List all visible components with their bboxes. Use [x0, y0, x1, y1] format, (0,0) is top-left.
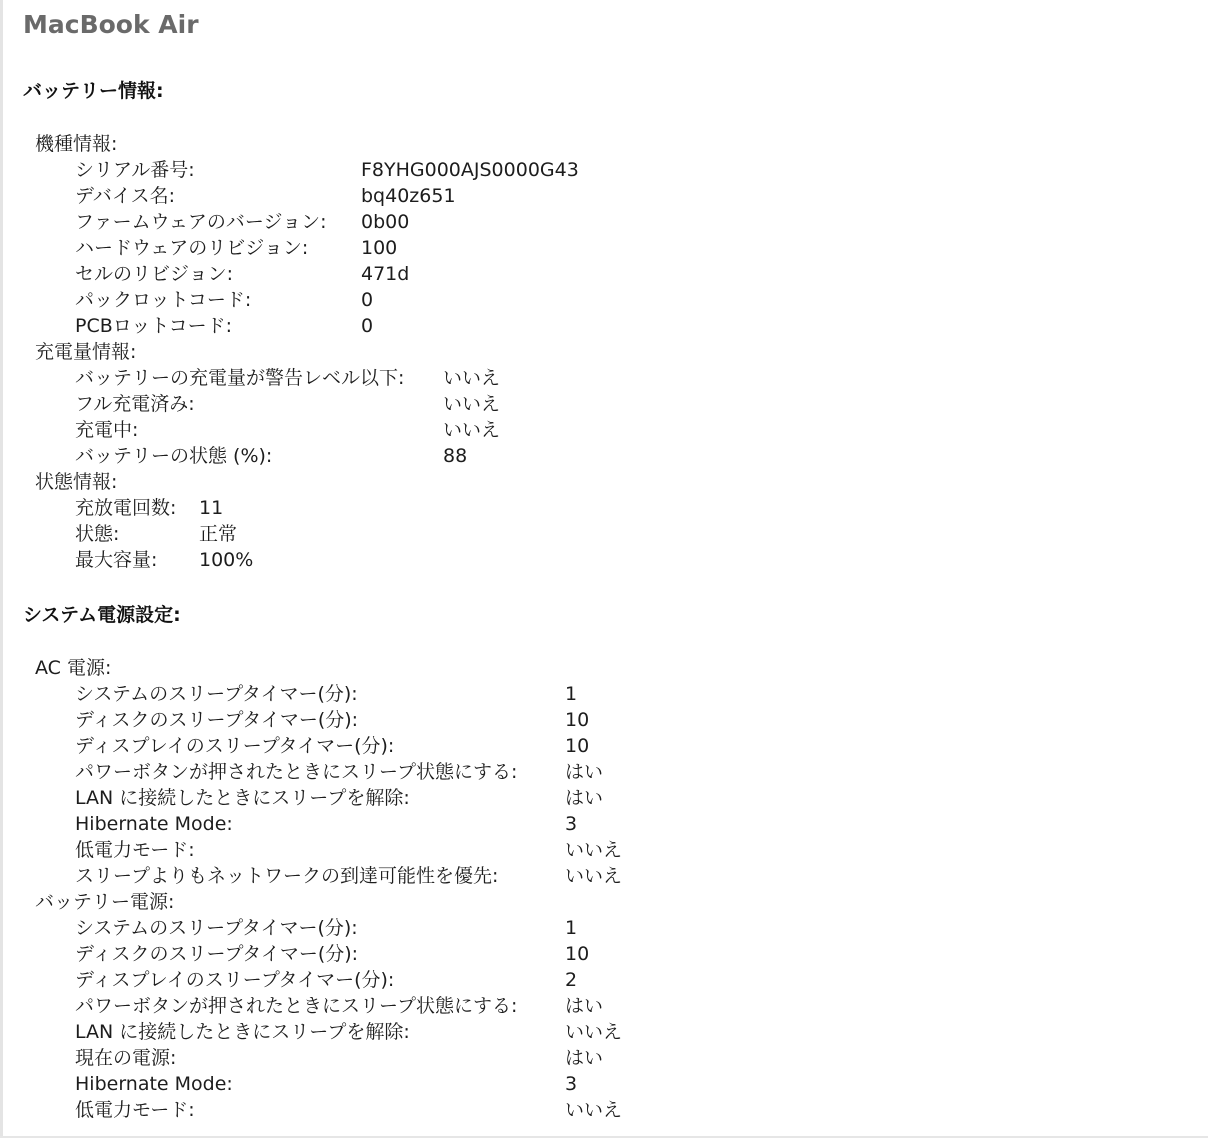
table-row [0, 785, 1208, 811]
row-key: 状態: [75, 523, 120, 545]
table-row [0, 209, 1208, 235]
table-row [0, 759, 1208, 785]
table-row [0, 1097, 1208, 1123]
row-key: 最大容量: [75, 549, 158, 571]
table-row [0, 313, 1208, 339]
row-key: 低電力モード: [75, 1099, 195, 1121]
row-key: 現在の電源: [75, 1047, 177, 1069]
table-row [0, 547, 1208, 573]
row-value: 0 [361, 315, 374, 337]
row-key: LAN に接続したときにスリープを解除: [75, 1021, 410, 1043]
row-key: パワーボタンが押されたときにスリープ状態にする: [75, 761, 518, 783]
row-key: システムのスリープタイマー(分): [75, 917, 358, 939]
row-value: 2 [565, 969, 578, 991]
table-row [0, 261, 1208, 287]
row-key: フル充電済み: [75, 393, 195, 415]
row-key: ハードウェアのリビジョン: [75, 237, 309, 259]
table-row [0, 391, 1208, 417]
row-value: 正常 [199, 523, 238, 545]
row-value: いいえ [443, 367, 501, 389]
table-row [0, 811, 1208, 837]
group-label: AC 電源: [35, 657, 112, 679]
table-row [0, 915, 1208, 941]
table-row [0, 495, 1208, 521]
row-value: はい [565, 995, 604, 1017]
row-value: いいえ [443, 419, 501, 441]
row-key: ディスクのスリープタイマー(分): [75, 943, 359, 965]
row-key: Hibernate Mode: [75, 1073, 233, 1095]
row-key: PCBロットコード: [75, 315, 233, 337]
row-key: デバイス名: [75, 185, 176, 207]
row-value: 3 [565, 813, 578, 835]
row-key: シリアル番号: [75, 159, 195, 181]
row-key: 充放電回数: [75, 497, 177, 519]
table-row [0, 157, 1208, 183]
row-value: いいえ [565, 839, 623, 861]
row-value: はい [565, 1047, 604, 1069]
row-value: 3 [565, 1073, 578, 1095]
row-value: 471d [361, 263, 410, 285]
row-value: 11 [199, 497, 224, 519]
table-row [0, 183, 1208, 209]
row-value: bq40z651 [361, 185, 456, 207]
table-row [0, 967, 1208, 993]
row-key: ディスプレイのスリープタイマー(分): [75, 969, 395, 991]
row-key: ファームウェアのバージョン: [75, 211, 327, 233]
table-row [0, 417, 1208, 443]
table-row [0, 707, 1208, 733]
row-value: はい [565, 761, 604, 783]
group-label: 充電量情報: [35, 341, 137, 363]
table-row [0, 681, 1208, 707]
row-value: いいえ [565, 865, 623, 887]
row-value: 88 [443, 445, 468, 467]
row-value: いいえ [565, 1021, 623, 1043]
group-label: バッテリー電源: [35, 891, 175, 913]
table-row [0, 863, 1208, 889]
row-key: スリープよりもネットワークの到達可能性を優先: [75, 865, 499, 887]
page-title: MacBook Air [23, 10, 199, 39]
row-value: F8YHG000AJS0000G43 [361, 159, 579, 181]
row-value: 10 [565, 735, 590, 757]
row-value: 0 [361, 289, 374, 311]
table-row [0, 941, 1208, 967]
table-row [0, 521, 1208, 547]
table-row [0, 365, 1208, 391]
row-value: 10 [565, 943, 590, 965]
row-key: セルのリビジョン: [75, 263, 234, 285]
row-key: システムのスリープタイマー(分): [75, 683, 358, 705]
row-key: パワーボタンが押されたときにスリープ状態にする: [75, 995, 518, 1017]
group-label: 機種情報: [35, 133, 118, 155]
row-value: 0b00 [361, 211, 410, 233]
row-value: いいえ [565, 1099, 623, 1121]
row-value: いいえ [443, 393, 501, 415]
row-value: 100% [199, 549, 254, 571]
group-label: 状態情報: [35, 471, 118, 493]
table-row [0, 1019, 1208, 1045]
row-key: Hibernate Mode: [75, 813, 233, 835]
table-row [0, 837, 1208, 863]
row-key: バッテリーの状態 (%): [75, 445, 273, 467]
table-row [0, 443, 1208, 469]
row-key: パックロットコード: [75, 289, 252, 311]
row-key: ディスプレイのスリープタイマー(分): [75, 735, 395, 757]
row-value: 10 [565, 709, 590, 731]
row-value: はい [565, 787, 604, 809]
table-row [0, 993, 1208, 1019]
table-row [0, 287, 1208, 313]
table-row [0, 1045, 1208, 1071]
table-row [0, 733, 1208, 759]
row-key: バッテリーの充電量が警告レベル以下: [75, 367, 405, 389]
row-key: ディスクのスリープタイマー(分): [75, 709, 359, 731]
row-value: 1 [565, 917, 578, 939]
row-value: 1 [565, 683, 578, 705]
row-key: LAN に接続したときにスリープを解除: [75, 787, 410, 809]
power-section-title: システム電源設定: [23, 604, 181, 626]
row-key: 充電中: [75, 419, 139, 441]
row-value: 100 [361, 237, 398, 259]
table-row [0, 1071, 1208, 1097]
table-row [0, 235, 1208, 261]
row-key: 低電力モード: [75, 839, 195, 861]
battery-section-title: バッテリー情報: [23, 80, 164, 102]
